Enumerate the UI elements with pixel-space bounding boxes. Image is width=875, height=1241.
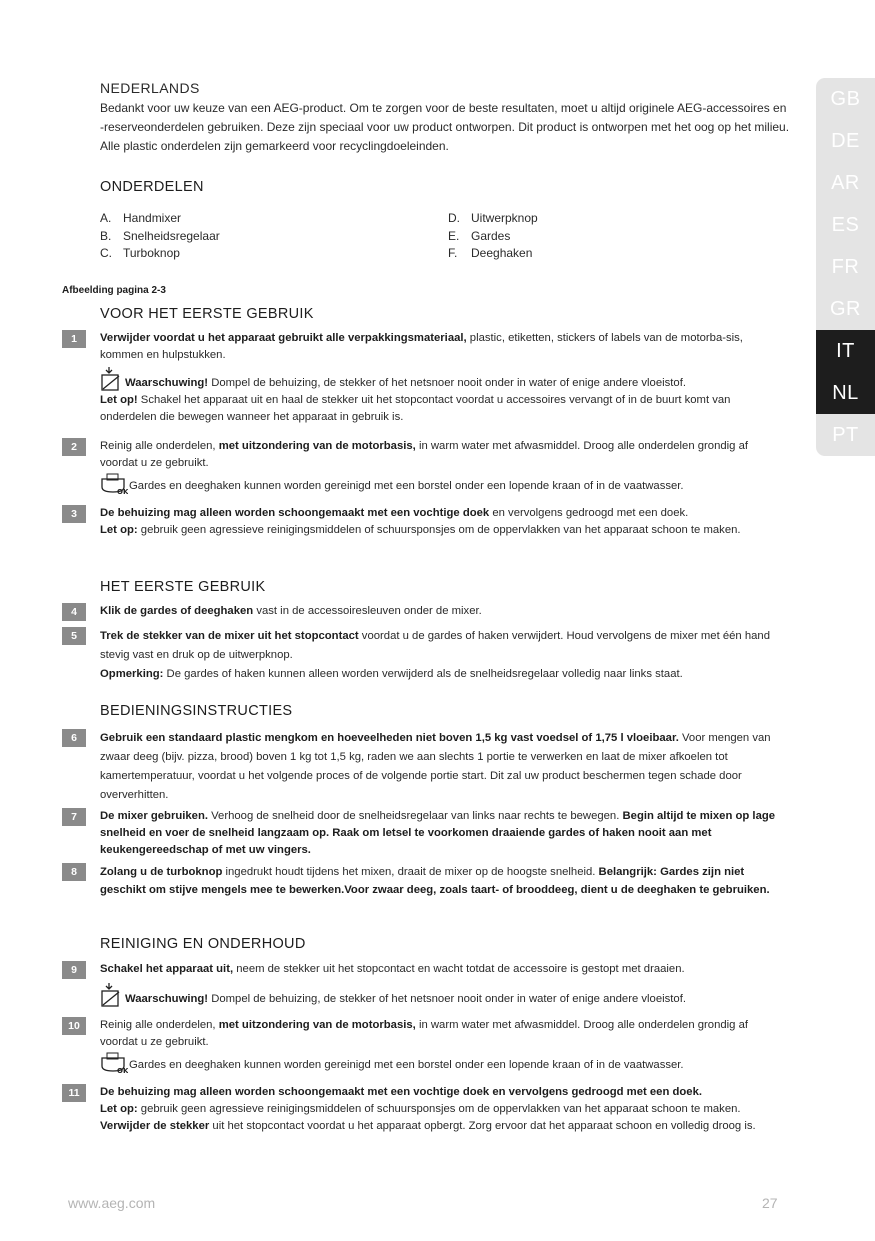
section-first-use-prep-title: VOOR HET EERSTE GEBRUIK [100, 306, 314, 322]
part-name: Snelheidsregelaar [123, 228, 220, 243]
footer-url[interactable]: www.aeg.com [68, 1195, 156, 1211]
section-cleaning-title: REINIGING EN ONDERHOUD [100, 936, 306, 952]
step-6-text [100, 729, 785, 805]
note-text: uit het stopcontact voordat u het apparaat opbergt. Zorg ervoor dat het apparaat schoon en volledig droog is. [209, 1120, 756, 1132]
warning-text: Dompel de behuizing, de stekker of het netsnoer nooit onder in water of enige andere vloeistof. [208, 377, 686, 389]
step-4-text [100, 603, 785, 620]
part-letter: F [448, 246, 454, 260]
section-parts-title: ONDERDELEN [100, 179, 204, 195]
dishwasher-safe-icon [100, 1052, 128, 1074]
language-tabs [816, 78, 875, 456]
step-number-3: 3 [62, 505, 86, 523]
step-bold: met uitzondering van de motorbasis, [218, 440, 416, 452]
warning-label: Waarschuwing! [125, 377, 209, 389]
step-3-text [100, 505, 785, 539]
figure-reference: Afbeelding pagina 2-3 [62, 285, 166, 296]
step-number-8: 8 [62, 863, 86, 881]
step-11-text [100, 1084, 785, 1135]
language-heading: NEDERLANDS [100, 80, 200, 96]
step-pre: Reinig alle onderdelen, [100, 440, 219, 452]
lang-tab-gr[interactable]: GR [830, 298, 861, 320]
step-bold: Zolang u de turboknop [100, 866, 223, 878]
note-text: gebruik geen agressieve reinigingsmiddelen of schuursponsjes om de oppervlakken van het apparaat schoon te maken. [137, 524, 741, 536]
step-body: vast in de accessoiresleuven onder de mixer. [253, 605, 482, 617]
step-body: in warm water met afwasmiddel. Droog alle onderdelen grondig af voordat u ze gebruikt. [100, 440, 748, 469]
part-name: Handmixer [123, 211, 182, 225]
step-9-text [100, 961, 785, 1008]
step-bold-warning: Begin altijd te mixen op lage snelheid en voer de snelheid langzaam op. Raak om letsel te voorkomen draaiende gardes of haken nooit aan met keukengereedschap of met uw vingers. [100, 810, 776, 856]
step-5-text [100, 627, 785, 684]
parts-column-right [448, 210, 538, 263]
lang-tab-gb[interactable]: GB [830, 88, 861, 110]
part-item: B. Snelheidsregelaar [100, 228, 220, 243]
lang-tab-fr[interactable]: FR [831, 256, 860, 278]
page-number: 27 [762, 1195, 778, 1211]
note-text: De gardes of haken kunnen alleen worden verwijderd als de snelheidsregelaar volledig naar links staat. [163, 668, 683, 680]
step-bold: De behuizing mag alleen worden schoongemaakt met een vochtige doek [100, 507, 490, 519]
note-text: Schakel het apparaat uit en haal de stekker uit het stopcontact voordat u accessoires vervangt of in de buurt komt van onderdelen die bewegen wanneer het apparaat in gebruik is. [100, 394, 731, 423]
lang-tab-nl[interactable]: NL [816, 372, 875, 414]
note-label: Opmerking: [100, 668, 164, 680]
step-1-text [100, 330, 785, 426]
step-bold: Trek de stekker van de mixer uit het stopcontact [100, 630, 359, 642]
step-number-7: 7 [62, 808, 86, 826]
warning-text: Dompel de behuizing, de stekker of het netsnoer nooit onder in water of enige andere vloeistof. [208, 993, 686, 1005]
part-name: Gardes [471, 228, 511, 243]
step-2-text [100, 438, 785, 495]
step-bold: De behuizing mag alleen worden schoongemaakt met een vochtige doek en vervolgens gedroogd met een doek. [100, 1086, 703, 1098]
step-body: Verhoog de snelheid door de snelheidsregelaar van links naar rechts te bewegen. [208, 810, 623, 822]
step-8-text [100, 863, 785, 899]
lang-tab-es[interactable]: ES [831, 214, 860, 236]
step-body: plastic, etiketten, stickers of labels van de motorba-sis, kommen en hulpstukken. [100, 332, 743, 361]
step-body: in warm water met afwasmiddel. Droog alle onderdelen grondig af voordat u ze gebruikt. [100, 1019, 748, 1048]
step-body: voordat u de gardes of haken verwijdert. Houd vervolgens de mixer met één hand stevig vast en druk op de uitwerpknop. [100, 630, 770, 661]
part-item: A. Handmixer [100, 211, 182, 225]
step-bold-important: Belangrijk: Gardes zijn niet geschikt om stijve mengels mee te bewerken.Voor zwaar deeg, zoals taart- of brooddeeg, dient u de deeghaken te gebruiken. [100, 866, 770, 896]
lang-tab-it[interactable]: IT [816, 330, 875, 372]
part-item: F. Deeghaken [448, 246, 533, 260]
note-label: Let op: [100, 1103, 138, 1115]
part-letter: A [100, 211, 109, 225]
lang-tab-pt[interactable]: PT [832, 424, 859, 446]
part-letter: B [100, 228, 109, 243]
note-text: gebruik geen agressieve reinigingsmiddelen of schuursponsjes om de oppervlakken van het apparaat schoon te maken. [137, 1103, 741, 1115]
svg-text:OK: OK [117, 488, 128, 495]
dishwasher-text: Gardes en deeghaken kunnen worden gereinigd met een borstel onder een lopende kraan of in de vaatwasser. [129, 480, 684, 492]
step-10-text [100, 1017, 785, 1074]
part-name: Uitwerpknop [471, 211, 538, 225]
step-number-6: 6 [62, 729, 86, 747]
step-bold: Verwijder voordat u het apparaat gebruikt alle verpakkingsmateriaal, [100, 332, 467, 344]
intro-paragraph: Bedankt voor uw keuze van een AEG-product. Om te zorgen voor de beste resultaten, moet u altijd originele AEG-accessoires en -reserveonderdelen gebruiken. Deze zijn speciaal voor uw product ontworpen. Dit product is ontworpen met het oog op het milieu. Alle plastic onderdelen zijn gemarkeerd voor recyclingdoeleinden. [100, 101, 790, 153]
step-body: en vervolgens gedroogd met een doek. [489, 507, 689, 519]
no-immerse-warning-icon [100, 982, 124, 1008]
step-body: ingedrukt houdt tijdens het mixen, draait de mixer op de hoogste snelheid. [222, 866, 599, 878]
part-name: Deeghaken [471, 246, 533, 260]
part-letter: D [448, 211, 457, 225]
step-number-9: 9 [62, 961, 86, 979]
step-body: Voor mengen van zwaar deeg (bijv. pizza, brood) boven 1 kg tot 1,5 kg, raden we aan slechts 1 portie te verwerken en laat de mixer afkoelen tot kamertemperatuur, voordat u het volgende proces of de volgende portie start. Dit zal uw product beschermen tegen schade door oververhitten. [100, 732, 771, 801]
part-item: E. Gardes [448, 228, 511, 243]
step-bold: De mixer gebruiken. [100, 810, 208, 822]
no-immerse-warning-icon [100, 366, 124, 392]
step-number-1: 1 [62, 330, 86, 348]
step-number-10: 10 [62, 1017, 86, 1035]
step-bold: Gebruik een standaard plastic mengkom en hoeveelheden niet boven 1,5 kg vast voedsel of 1,75 l vloeibaar. [100, 732, 679, 744]
svg-text:OK: OK [117, 1067, 128, 1074]
part-name: Turboknop [123, 246, 180, 260]
step-number-2: 2 [62, 438, 86, 456]
step-bold: Klik de gardes of deeghaken [100, 605, 254, 617]
step-bold: met uitzondering van de motorbasis, [218, 1019, 416, 1031]
lang-tab-de[interactable]: DE [831, 130, 860, 152]
note-label: Verwijder de stekker [100, 1120, 210, 1132]
part-letter: E [448, 228, 457, 243]
step-number-11: 11 [62, 1084, 86, 1102]
part-item: C. Turboknop [100, 246, 180, 260]
step-7-text [100, 808, 785, 859]
part-letter: C [100, 246, 109, 260]
warning-label: Waarschuwing! [125, 993, 209, 1005]
dishwasher-text: Gardes en deeghaken kunnen worden gereinigd met een borstel onder een lopende kraan of in de vaatwasser. [129, 1059, 684, 1071]
parts-column-left [100, 210, 220, 263]
section-first-use-title: HET EERSTE GEBRUIK [100, 579, 266, 595]
dishwasher-safe-icon [100, 473, 128, 495]
step-number-5: 5 [62, 627, 86, 645]
lang-tab-ar[interactable]: AR [831, 172, 860, 194]
step-body: neem de stekker uit het stopcontact en wacht totdat de accessoire is gestopt met draaien. [233, 963, 685, 975]
note-label: Let op! [100, 394, 138, 406]
step-bold: Schakel het apparaat uit, [100, 963, 234, 975]
step-number-4: 4 [62, 603, 86, 621]
section-operating-title: BEDIENINGSINSTRUCTIES [100, 703, 293, 719]
part-item: D. Uitwerpknop [448, 211, 538, 225]
note-label: Let op: [100, 524, 138, 536]
step-pre: Reinig alle onderdelen, [100, 1019, 219, 1031]
